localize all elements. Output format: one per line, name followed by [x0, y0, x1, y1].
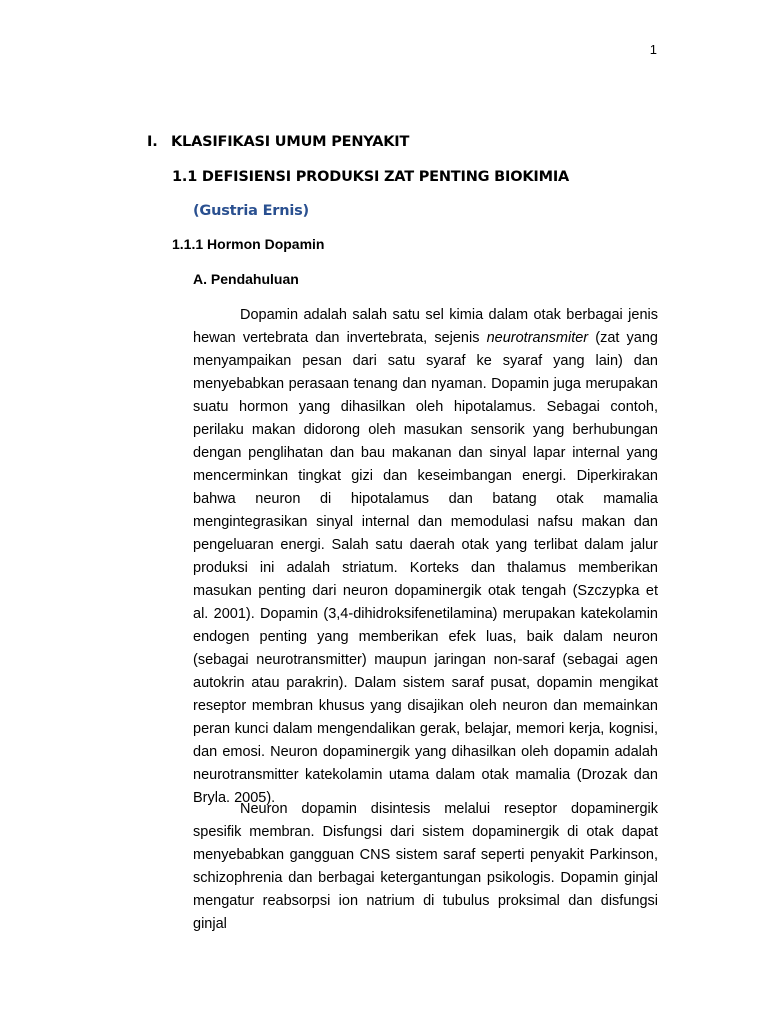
paragraph-text: Dopamin adalah salah satu sel kimia dalam otak berbagai jenis hewan vertebrata dan invertebrata, sejenis: [193, 307, 658, 346]
part-heading: A. Pendahuluan: [193, 271, 299, 287]
author-name: (Gustria Ernis): [193, 203, 309, 219]
italic-term: neurotransmiter: [486, 330, 589, 346]
section-number: I.: [147, 134, 158, 150]
page-number: 1: [649, 42, 657, 57]
paragraph-text: (zat yang menyampaikan pesan dari satu syaraf ke syaraf yang lain) dan menyebabkan perasaan tenang dan nyaman. Dopamin juga merupakan suatu hormon yang dihasilkan oleh hipotalamus. Sebagai contoh, perilaku makan didorong oleh masukan sensorik yang berhubungan dengan penglihatan dan bau makanan dan sinyal lapar internal yang mencerminkan tingkat gizi dan keseimbangan energi. Diperkirakan bahwa neuron di hipotalamus dan batang otak mamalia mengintegrasikan sinyal internal dan memodulasi nafsu makan dan pengeluaran energi. Salah satu daerah otak yang terlibat dalam jalur produksi ini adalah striatum. Korteks dan thalamus memberikan masukan penting dari neuron dopaminergik otak tengah (Szczypka et al. 2001). Dopamin (3,4-dihidroksifenetilamina) merupakan katekolamin endogen penting yang memberikan efek luas, baik dalam neuron (sebagai neurotransmitter) maupun jaringan non-saraf (sebagai agen autokrin atau parakrin). Dalam sistem saraf pusat, dopamin mengikat reseptor membran khusus yang disajikan oleh neuron dan memainkan peran kunci dalam mengendalikan gerak, belajar, memori kerja, kognisi, dan emosi. Neuron dopaminergik yang dihasilkan oleh dopamin adalah neurotransmitter katekolamin utama dalam otak mamalia (Drozak dan Bryla. 2005).: [193, 330, 658, 806]
paragraph-text: Neuron dopamin disintesis melalui reseptor dopaminergik spesifik membran. Disfungsi dari sistem dopaminergik di otak dapat menyebabkan gangguan CNS sistem saraf seperti penyakit Parkinson, schizophrenia dan berbagai ketergantungan psikologis. Dopamin ginjal mengatur reabsorpsi ion natrium di tubulus proksimal dan disfungsi ginjal: [193, 801, 658, 932]
section-heading: [147, 134, 409, 150]
subsubsection-heading: 1.1.1 Hormon Dopamin: [172, 236, 325, 252]
subsection-heading: 1.1 DEFISIENSI PRODUKSI ZAT PENTING BIOKIMIA: [172, 169, 570, 185]
section-title: KLASIFIKASI UMUM PENYAKIT: [171, 134, 410, 150]
paragraph-intro: [193, 304, 658, 810]
paragraph-second: [193, 798, 658, 936]
